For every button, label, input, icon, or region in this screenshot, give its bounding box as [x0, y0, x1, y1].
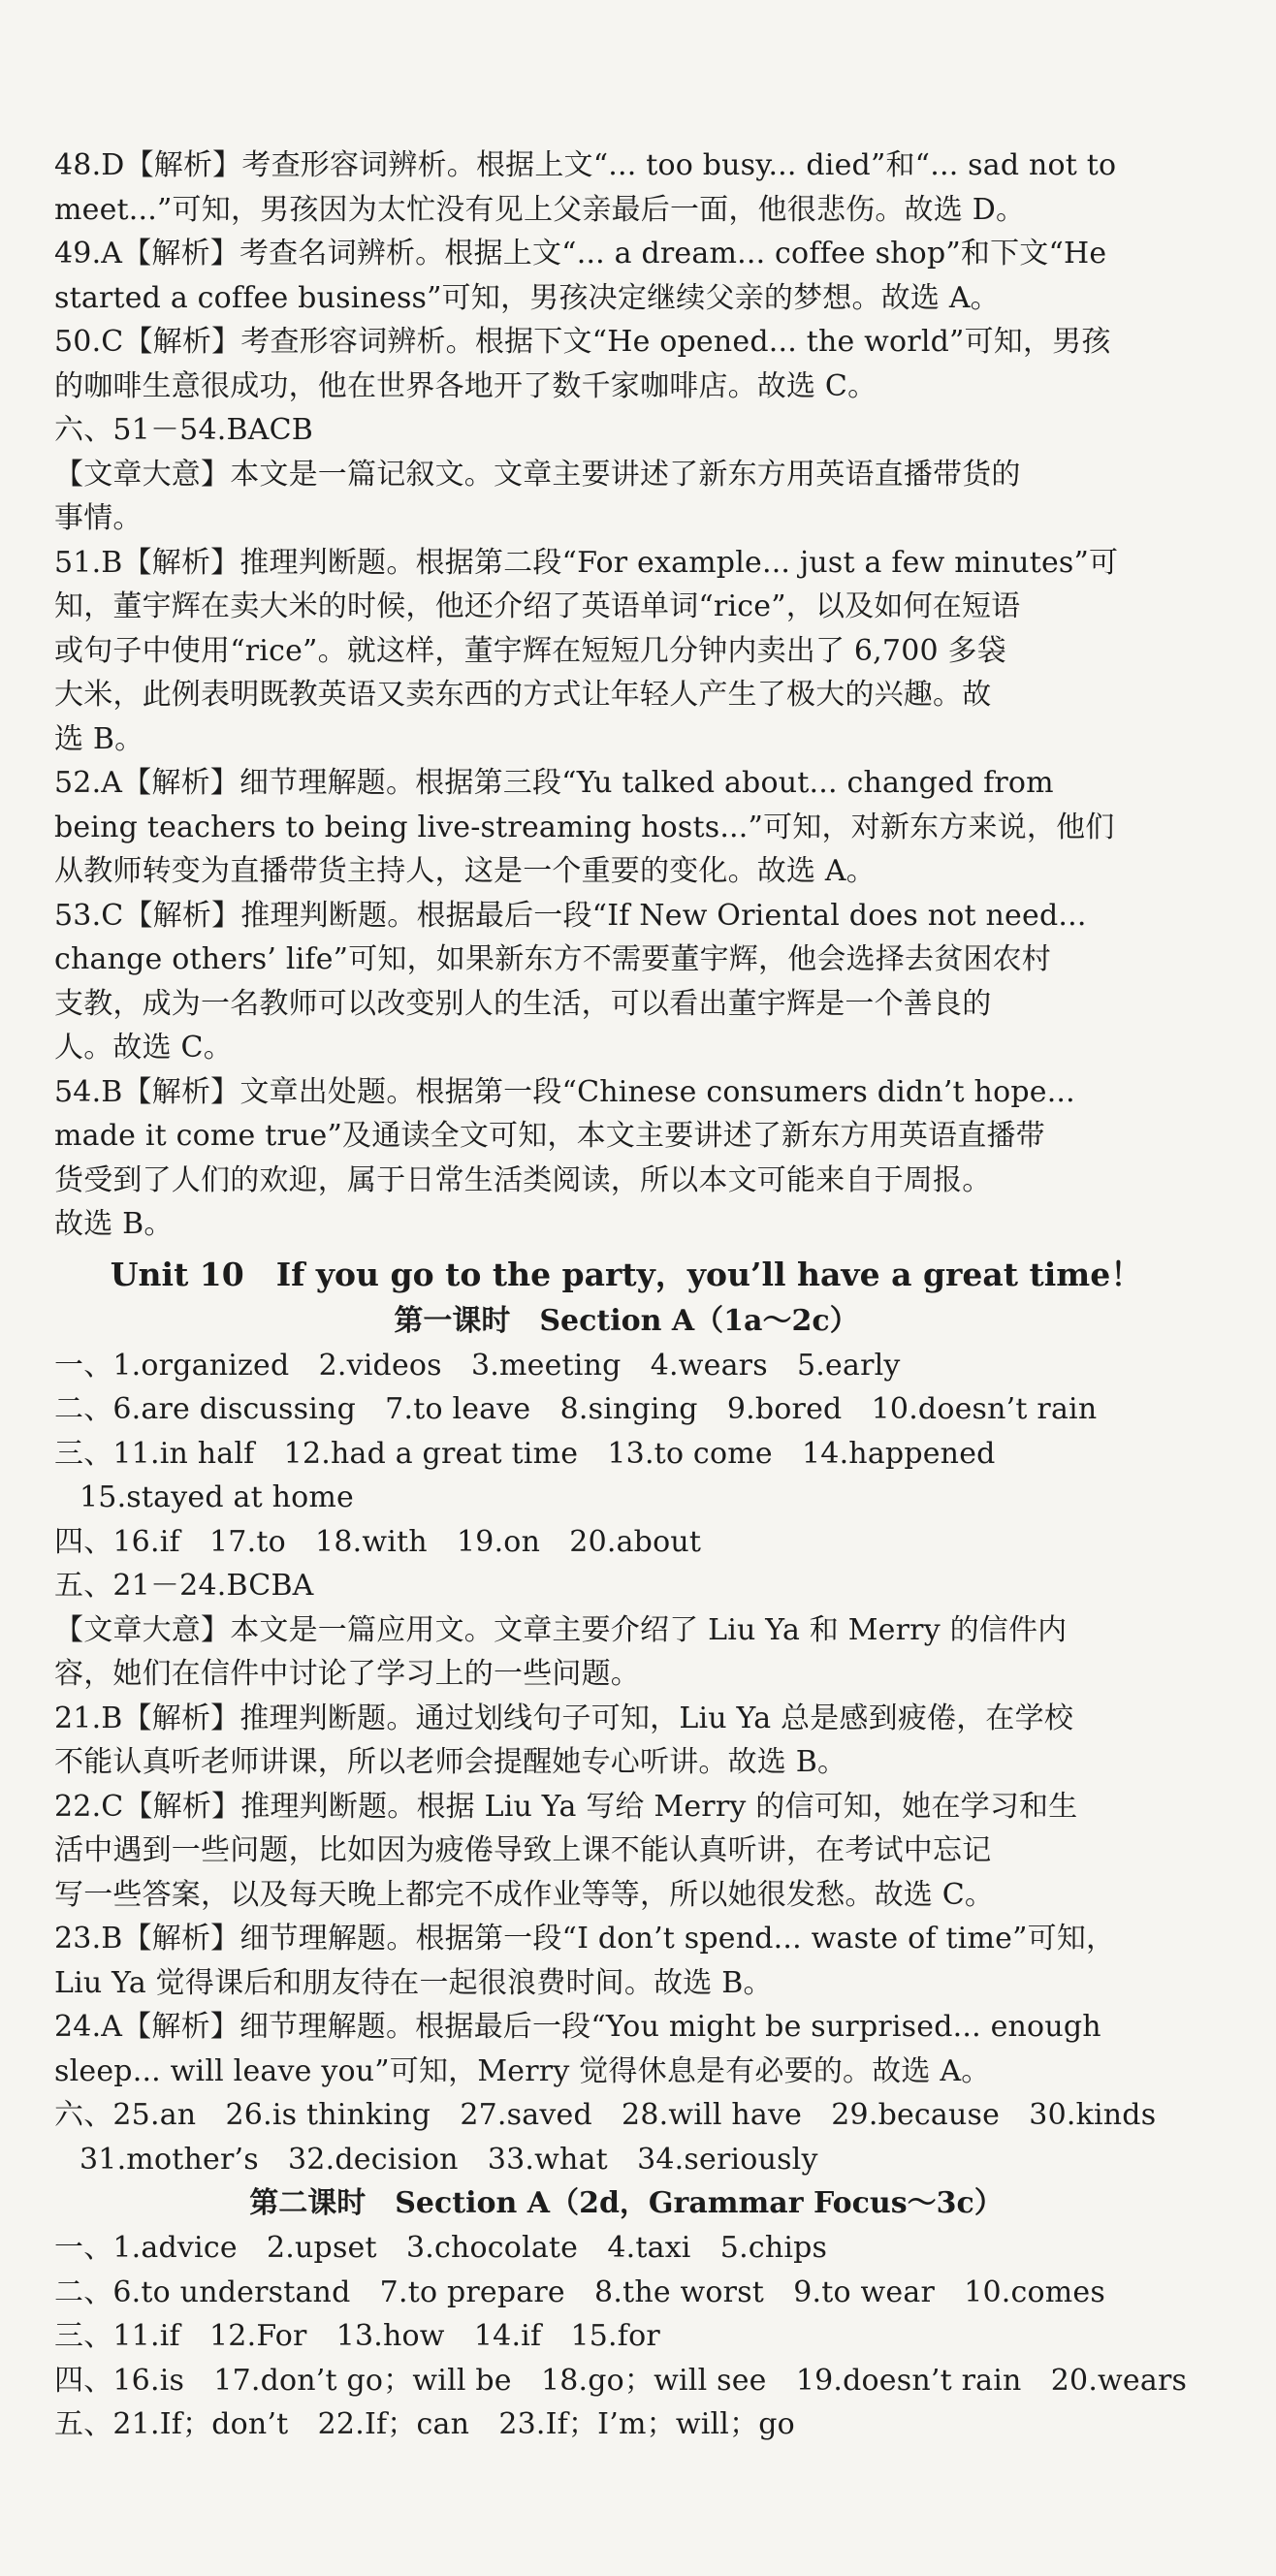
- answer-21-line-1: 21.B【解析】推理判断题。通过划线句子可知，Liu Ya 总是感到疲倦，在学校: [54, 1701, 1074, 1735]
- lesson-1-section-6-line-2: 31.mother’s 32.decision 33.what 34.seriously: [80, 2142, 818, 2177]
- answer-54-line-4: 故选 B。: [54, 1207, 174, 1241]
- answer-48-line-1: 48.D【解析】考查形容词辨析。根据上文“... too busy... died”和“... sad not to: [54, 148, 1117, 182]
- answer-24-line-2: sleep... will leave you”可知，Merry 觉得休息是有必要的。故选 A。: [54, 2053, 991, 2088]
- section-6-answers: 六、51－54.BACB: [54, 413, 313, 447]
- answer-51-line-3: 或句子中使用“rice”。就这样，董宇辉在短短几分钟内卖出了 6,700 多袋: [54, 633, 1006, 668]
- article-summary-2-line-1: 【文章大意】本文是一篇应用文。文章主要介绍了 Liu Ya 和 Merry 的信件内: [54, 1612, 1068, 1647]
- answer-51-line-1: 51.B【解析】推理判断题。根据第二段“For example... just a few minutes”可: [54, 545, 1119, 580]
- answer-54-line-3: 货受到了人们的欢迎，属于日常生活类阅读，所以本文可能来自于周报。: [54, 1162, 992, 1197]
- lesson-2-section-2: 二、6.to understand 7.to prepare 8.the worst 9.to wear 10.comes: [54, 2274, 1105, 2309]
- answer-52-line-1: 52.A【解析】细节理解题。根据第三段“Yu talked about... changed from: [54, 766, 1054, 800]
- lesson-1-section-3-line-1: 三、11.in half 12.had a great time 13.to come 14.happened: [54, 1436, 996, 1471]
- answer-22-line-1: 22.C【解析】推理判断题。根据 Liu Ya 写给 Merry 的信可知，她在学习和生: [54, 1789, 1078, 1824]
- answer-52-line-3: 从教师转变为直播带货主持人，这是一个重要的变化。故选 A。: [54, 854, 877, 888]
- lesson-1-title: 第一课时 Section A（1a～2c）: [394, 1303, 859, 1338]
- answer-52-line-2: being teachers to being live-streaming hosts...”可知，对新东方来说，他们: [54, 810, 1115, 844]
- article-summary-line-1: 【文章大意】本文是一篇记叙文。文章主要讲述了新东方用英语直播带货的: [54, 457, 1021, 492]
- answer-22-line-2: 活中遇到一些问题，比如因为疲倦导致上课不能认真听讲，在考试中忘记: [54, 1833, 992, 1867]
- lesson-2-section-1: 一、1.advice 2.upset 3.chocolate 4.taxi 5.chips: [54, 2231, 828, 2265]
- article-summary-line-2: 事情。: [54, 501, 143, 535]
- answer-24-line-1: 24.A【解析】细节理解题。根据最后一段“You might be surprised... enough: [54, 2010, 1101, 2044]
- answer-23-line-2: Liu Ya 觉得课后和朋友待在一起很浪费时间。故选 B。: [54, 1965, 773, 2000]
- answer-51-line-4: 大米，此例表明既教英语又卖东西的方式让年轻人产生了极大的兴趣。故: [54, 678, 992, 712]
- answer-23-line-1: 23.B【解析】细节理解题。根据第一段“I don’t spend... waste of time”可知，: [54, 1922, 1116, 1956]
- answer-54-line-1: 54.B【解析】文章出处题。根据第一段“Chinese consumers didn’t hope...: [54, 1074, 1075, 1109]
- article-summary-2-line-2: 容，她们在信件中讨论了学习上的一些问题。: [54, 1657, 640, 1691]
- answer-50-line-1: 50.C【解析】考查形容词辨析。根据下文“He opened... the world”可知，男孩: [54, 325, 1111, 359]
- answer-49-line-1: 49.A【解析】考查名词辨析。根据上文“... a dream... coffee shop”和下文“He: [54, 237, 1107, 270]
- answer-51-line-2: 知，董宇辉在卖大米的时候，他还介绍了英语单词“rice”，以及如何在短语: [54, 589, 1021, 623]
- lesson-1-section-4: 四、16.if 17.to 18.with 19.on 20.about: [54, 1524, 702, 1559]
- answer-54-line-2: made it come true”及通读全文可知，本文主要讲述了新东方用英语直播带: [54, 1119, 1045, 1153]
- answer-51-line-5: 选 B。: [54, 721, 144, 756]
- answer-21-line-2: 不能认真听老师讲课，所以老师会提醒她专心听讲。故选 B。: [54, 1745, 847, 1779]
- lesson-1-section-5: 五、21－24.BCBA: [54, 1569, 314, 1603]
- answer-53-line-2: change others’ life”可知，如果新东方不需要董宇辉，他会选择去贫困农村: [54, 942, 1052, 976]
- lesson-2-section-5: 五、21.If；don’t 22.If；can 23.If；I’m；will；go: [54, 2407, 795, 2441]
- lesson-1-section-6-line-1: 六、25.an 26.is thinking 27.saved 28.will have 29.because 30.kinds: [54, 2098, 1157, 2132]
- lesson-2-section-4: 四、16.is 17.don’t go；will be 18.go；will see 19.doesn’t rain 20.wears: [54, 2363, 1188, 2398]
- lesson-1-section-2: 二、6.are discussing 7.to leave 8.singing 9.bored 10.doesn’t rain: [54, 1392, 1098, 1426]
- answer-page: [54, 143, 1198, 2447]
- lesson-1-section-3-line-2: 15.stayed at home: [80, 1480, 354, 1514]
- answer-22-line-3: 写一些答案，以及每天晚上都完不成作业等等，所以她很发愁。故选 C。: [54, 1877, 995, 1912]
- lesson-2-section-3: 三、11.if 12.For 13.how 14.if 15.for: [54, 2319, 660, 2353]
- lesson-1-section-1: 一、1.organized 2.videos 3.meeting 4.wears 5.early: [54, 1348, 901, 1383]
- unit-title: Unit 10 If you go to the party，you’ll have a great time！: [110, 1255, 1143, 1293]
- answer-48-line-2: meet...”可知，男孩因为太忙没有见上父亲最后一面，他很悲伤。故选 D。: [54, 192, 1026, 227]
- answer-53-line-4: 人。故选 C。: [54, 1031, 233, 1065]
- answer-49-line-2: started a coffee business”可知，男孩决定继续父亲的梦想。故选 A。: [54, 280, 1000, 315]
- lesson-2-title: 第二课时 Section A（2d，Grammar Focus～3c）: [249, 2186, 1004, 2220]
- answer-53-line-3: 支教，成为一名教师可以改变别人的生活，可以看出董宇辉是一个善良的: [54, 986, 992, 1021]
- answer-50-line-2: 的咖啡生意很成功，他在世界各地开了数千家咖啡店。故选 C。: [54, 368, 877, 403]
- answer-53-line-1: 53.C【解析】推理判断题。根据最后一段“If New Oriental does not need...: [54, 898, 1087, 933]
